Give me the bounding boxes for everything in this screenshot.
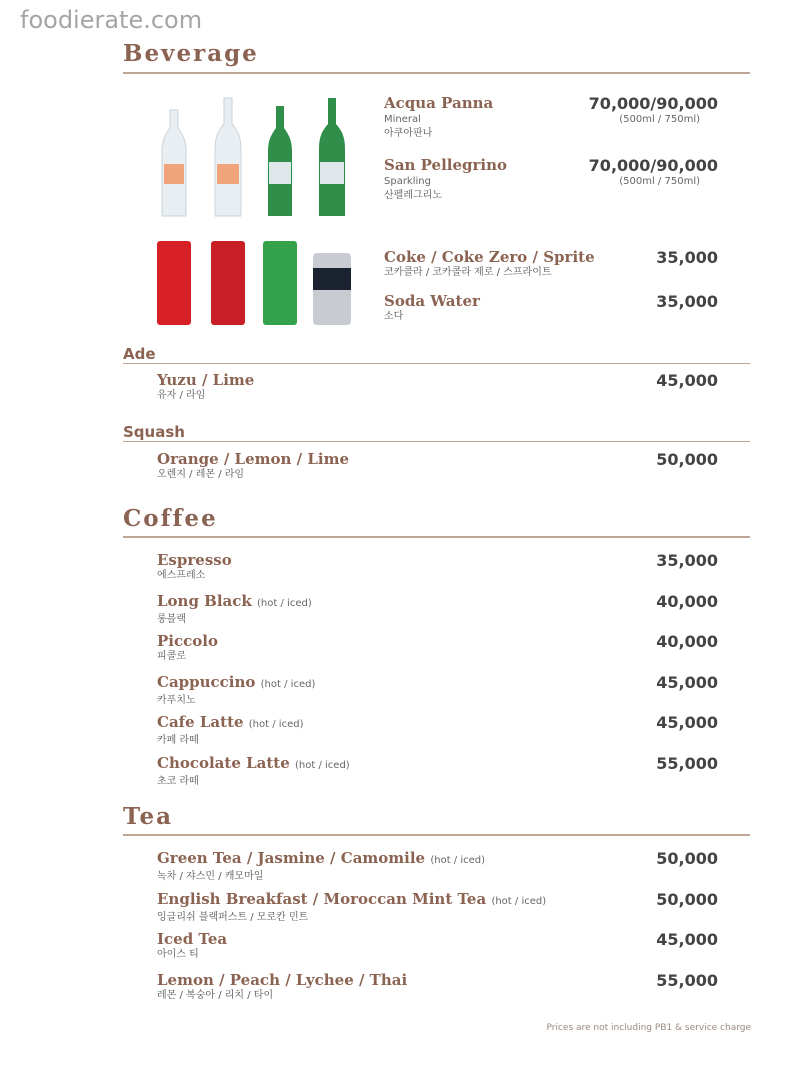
menu-item	[157, 632, 718, 663]
item-price: 55,000	[656, 754, 718, 773]
item-note: (hot / iced)	[430, 855, 486, 866]
item-note: (hot / iced)	[248, 719, 304, 731]
section-title-squash: Squash	[123, 423, 185, 441]
item-name-text: Espresso	[157, 551, 232, 569]
sprite-can	[263, 241, 297, 325]
item-name	[157, 371, 718, 389]
divider	[123, 72, 750, 74]
item-price: 55,000	[656, 971, 718, 991]
item-price: 40,000	[656, 632, 718, 652]
item-price: 40,000	[656, 591, 718, 611]
item-price: 45,000	[656, 672, 718, 692]
item-korean-name: 잉글리쉬 블랙퍼스트 / 모로칸 민트	[157, 911, 309, 923]
watermark: foodierate.com	[20, 6, 203, 34]
item-name	[157, 890, 718, 911]
item-name	[157, 930, 718, 948]
item-korean-name: 녹차 / 쟈스민 / 캐모마일	[157, 871, 264, 882]
menu-item	[157, 713, 718, 747]
item-price: 35,000	[656, 551, 718, 570]
section-title-ade: Ade	[123, 345, 156, 363]
menu-item	[157, 890, 718, 924]
item-korean-name: 레몬 / 복숭아 / 리치 / 타이	[157, 990, 274, 1002]
item-name-text: Soda Water	[384, 292, 480, 310]
item-name-text: Piccolo	[157, 632, 218, 651]
item-name-text: Orange / Lemon / Lime	[157, 450, 350, 468]
section-title-coffee: Coffee	[123, 505, 218, 532]
item-korean-name: 소다	[384, 311, 404, 322]
item-name-text: Coke / Coke Zero / Sprite	[384, 248, 595, 266]
menu-item	[157, 450, 718, 481]
acqua-panna-bottle	[215, 98, 241, 216]
item-korean-name: 산펠레그리노	[384, 190, 442, 201]
item-korean-name: 피콜로	[157, 651, 186, 663]
item-korean-name: 아쿠아판나	[384, 128, 433, 139]
menu-item	[384, 94, 718, 140]
item-korean-name: 코카콜라 / 코카콜라 제로 / 스프라이트	[384, 267, 552, 278]
menu-item	[384, 292, 718, 323]
menu-item	[157, 971, 718, 1002]
divider	[123, 834, 750, 836]
item-price: 35,000	[656, 248, 718, 267]
item-name-text: Green Tea / Jasmine / Camomile	[157, 849, 426, 867]
item-name-text: Cafe Latte	[157, 713, 244, 732]
item-note: (hot / iced)	[295, 760, 350, 771]
item-name	[157, 673, 718, 694]
menu-item	[384, 248, 718, 279]
item-price: 45,000	[656, 713, 718, 733]
menu-item	[157, 930, 718, 961]
item-name-text: Lemon / Peach / Lychee / Thai	[157, 971, 408, 990]
divider	[123, 363, 750, 364]
item-name	[157, 450, 718, 468]
item-name-text: Acqua Panna	[384, 94, 494, 112]
item-korean-name: 유자 / 라임	[157, 390, 206, 401]
menu-item	[157, 551, 718, 582]
item-name	[157, 849, 718, 870]
divider	[123, 536, 750, 538]
item-korean-name: 카페 라떼	[157, 735, 199, 747]
item-name-text: Chocolate Latte	[157, 754, 290, 772]
item-note: (hot / iced)	[491, 895, 547, 907]
item-price: 50,000	[656, 849, 718, 868]
item-name-text: Yuzu / Lime	[157, 371, 255, 389]
item-note: (hot / iced)	[260, 678, 316, 690]
item-name	[157, 632, 718, 650]
item-price: 70,000/90,000	[588, 94, 718, 113]
menu-item	[157, 371, 718, 402]
item-korean-name: 에스프레소	[157, 570, 206, 581]
item-subtitle: Sparkling	[384, 176, 431, 187]
item-subtitle: Mineral	[384, 114, 421, 125]
item-name	[157, 754, 718, 775]
item-price: 35,000	[656, 292, 718, 311]
item-name-text: Long Black	[157, 591, 252, 610]
divider	[123, 441, 750, 442]
section-title-tea: Tea	[123, 803, 174, 830]
item-name	[157, 592, 718, 613]
menu-item	[157, 673, 718, 707]
menu-item	[157, 592, 718, 626]
item-name	[157, 713, 718, 734]
acqua-panna-bottle	[162, 110, 186, 216]
item-size: (500ml / 750ml)	[619, 114, 700, 125]
item-price: 45,000	[656, 930, 718, 950]
item-name-text: English Breakfast / Moroccan Mint Tea	[157, 889, 487, 908]
menu-item	[157, 849, 718, 883]
menu-item	[157, 754, 718, 788]
water-bottles-image	[150, 92, 360, 222]
coke-zero-can	[211, 241, 245, 325]
item-size: (500ml / 750ml)	[619, 176, 700, 187]
item-name-text: Iced Tea	[157, 930, 228, 949]
item-korean-name: 초코 라떼	[157, 776, 199, 787]
menu-item	[384, 156, 718, 202]
item-price: 45,000	[656, 371, 718, 390]
item-name-text: Cappuccino	[157, 672, 256, 691]
item-korean-name: 롱블랙	[157, 613, 186, 625]
item-name	[157, 971, 718, 989]
section-title-beverage: Beverage	[123, 40, 259, 67]
item-price: 50,000	[656, 450, 718, 469]
item-name-text: San Pellegrino	[384, 156, 508, 174]
soft-drink-cans-image	[155, 238, 355, 328]
footer-note: Prices are not including PB1 & service charge	[546, 1023, 751, 1033]
item-korean-name: 카푸치노	[157, 694, 196, 706]
san-pellegrino-bottle	[268, 106, 292, 216]
item-name	[157, 551, 718, 569]
coke-can	[157, 241, 191, 325]
item-price: 50,000	[656, 889, 718, 909]
san-pellegrino-bottle	[319, 98, 345, 216]
item-note: (hot / iced)	[257, 597, 312, 609]
item-korean-name: 오렌지 / 레몬 / 라임	[157, 469, 245, 480]
item-korean-name: 아이스 티	[157, 949, 199, 961]
item-price: 70,000/90,000	[588, 156, 718, 175]
